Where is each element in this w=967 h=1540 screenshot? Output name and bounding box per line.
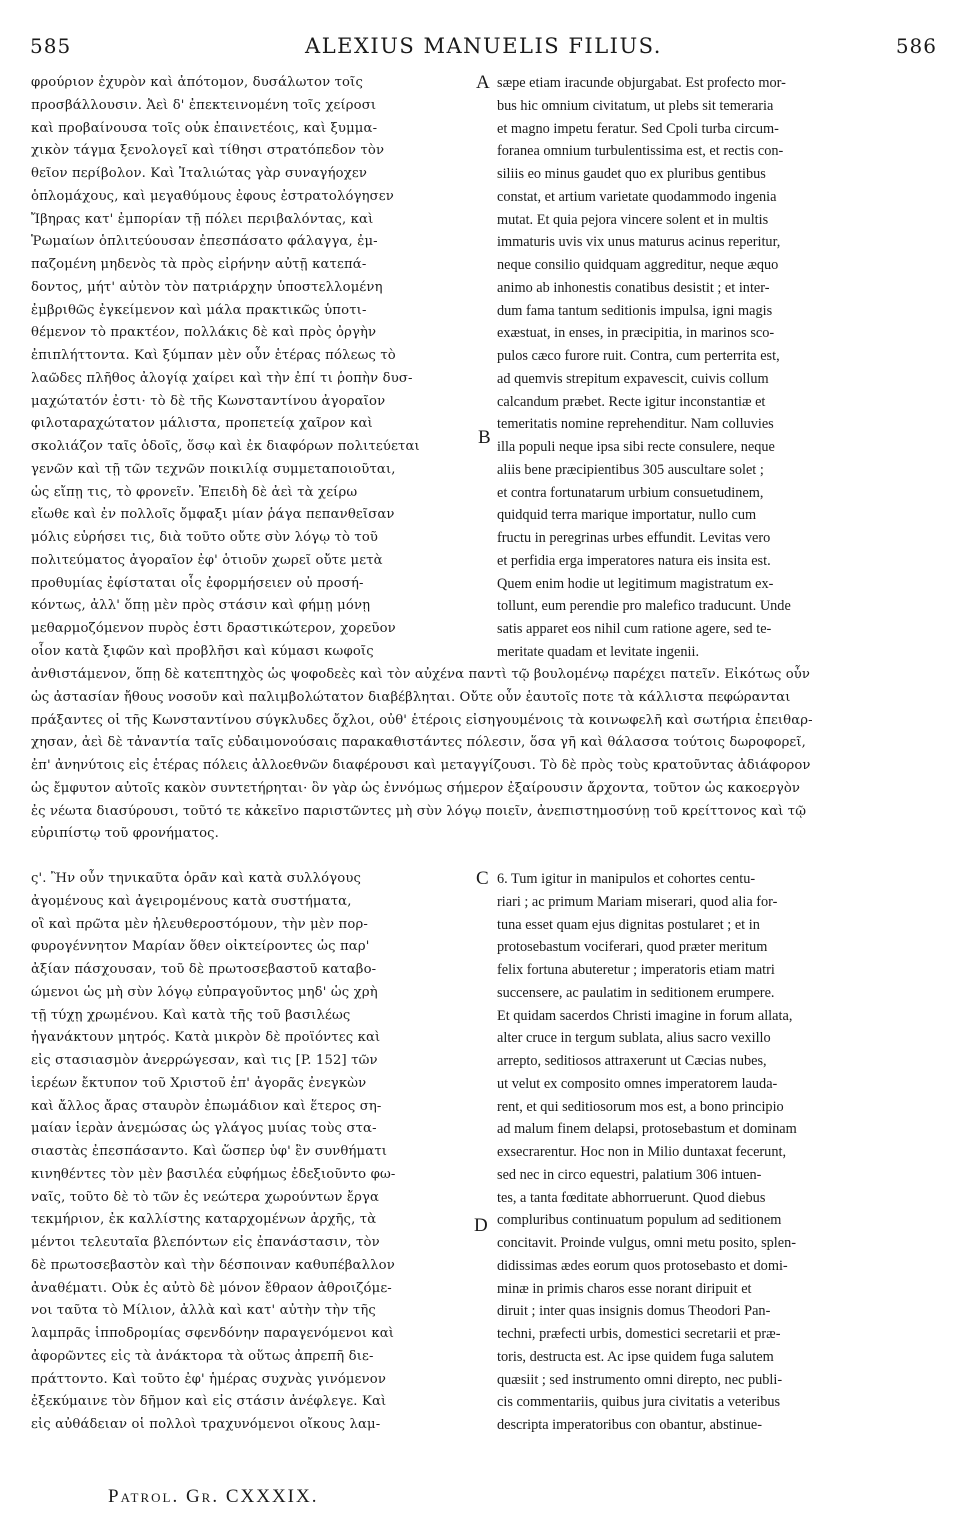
greek-text-line: μόλις εὑρήσει τις, διὰ τοῦτο οὔτε σὺν λόγῳ τὸ τοῦ: [31, 530, 379, 545]
greek-text-line: ἀφορῶντες εἰς τὰ ἀνάκτορα τὰ οὕτως ἀπρεπῆ διε-: [31, 1348, 374, 1364]
greek-text-line: δὲ πρωτοσεβαστὸν καὶ τὴν δέσποιναν καθυπέβαλλον: [31, 1257, 395, 1273]
latin-text-line: immaturis uvis vix unus maturus acinus reperitur,: [497, 234, 781, 251]
greek-text-line: ς'. Ἢν οὖν τηνικαῦτα ὁρᾶν καὶ κατὰ συλλόγους: [31, 871, 362, 886]
footer-signature: Patrol. Gr. CXXXIX.: [108, 1486, 319, 1507]
greek-text-line: ἠγανάκτουν μητρός. Κατὰ μικρὸν δὲ προϊόντες καὶ: [31, 1030, 381, 1046]
greek-text-line: φρούριον ἐχυρὸν καὶ ἀπότομον, δυσάλωτον τοῖς: [31, 75, 363, 90]
greek-text-line: ἀξίαν πάσχουσαν, τοῦ δὲ πρωτοσεβαστοῦ καταβο-: [31, 962, 377, 977]
greek-column-bottom: [31, 868, 471, 1437]
latin-text-line: minæ in primis charos esse norant diripuit et: [497, 1280, 752, 1297]
greek-text-line: φυρογέννητον Μαρίαν ὅθεν οἰκτείροντες ὡς παρ': [31, 939, 370, 955]
latin-text-line: foranea omnium turbulentissima est, et rectis con-: [497, 143, 784, 160]
latin-text-line: quidquid terra marique importatur, nullo cum: [497, 507, 757, 524]
latin-text-line: siliis eo minus gaudet quo ex pluribus gentibus: [497, 166, 766, 182]
greek-text-line: γενῶν καὶ τῇ τῶν τεχνῶν ποικιλίᾳ συμμεταποιοῦται,: [31, 461, 396, 477]
greek-text-line: πράξαντες οἱ τῆς Κωνσταντίνου σύγκλυδες ὄχλοι, οὐθ' ἑτέροις εἰσηγουμένοις τὰ κοινωφελῆ καὶ σωτήρια ἐπειθαρ-: [31, 712, 813, 728]
latin-text-line: et contra fortunatarum urbium consuetudinem,: [497, 484, 764, 501]
greek-text-line: ὡς ἀστασίαν ἤθους νοσοῦν καὶ παλιμβολώτατον διαβέβληται. Οὔτε οὖν ἑαυτοῖς ποτε τὰ κάλλιστα πεφώρανται: [31, 689, 791, 705]
latin-text-line: arrepto, seditiosos attraxerunt ut Cæcias nubes,: [497, 1053, 767, 1069]
greek-text-line: ὁπλομάχους, καὶ μεγαθύμους ἐφους ἐστρατολόγησεν: [31, 188, 394, 204]
greek-text-line: θεῖον περίβολον. Καὶ Ἰταλιώτας γὰρ συναγήοχεν: [31, 166, 368, 181]
page-number-right: 586: [895, 34, 937, 58]
latin-text-line: temeritatis nomine reprehenditur. Nam colluvies: [497, 416, 774, 433]
latin-text-line: tollunt, eum perendie pro malefico traducunt. Unde: [497, 598, 791, 615]
page-number-left: 585: [30, 34, 72, 58]
latin-text-line: diruit ; inter quas insignis domus Theodori Pan-: [497, 1303, 771, 1320]
latin-text-line: 6. Tum igitur in manipulos et cohortes centu-: [497, 871, 756, 887]
latin-text-line: ad malum finem delapsi, protosebastum et dominam: [497, 1121, 797, 1138]
section-marker-a: A: [476, 72, 490, 93]
greek-text-line: φιλοταραχώτατον μάλιστα, προπετείᾳ χαῖρον καὶ: [31, 416, 373, 432]
greek-text-line: χικὸν τάγμα ξενολογεῖ καὶ τίθησι στρατόπεδον τὸν: [31, 143, 385, 159]
latin-text-line: techni, præfecti urbis, domestici secretarii et præ-: [497, 1326, 781, 1342]
greek-text-line: καὶ ἄλλος ἄρας σταυρὸν ἐπωμάδιον καὶ ἕτερος ση-: [31, 1098, 382, 1114]
greek-text-line: ἐπιπλήττοντα. Καὶ ξύμπαν μὲν οὖν ἑτέρας πόλεως τὸ: [31, 348, 396, 363]
greek-text-line: εἰς αὐθάδειαν οἱ πολλοὶ τραχυνόμενοι οἴκους λαμ-: [31, 1417, 381, 1432]
greek-text-line: σκολιάζον ταῖς ὁδοῖς, ὅσῳ καὶ ἐκ διαφόρων πολιτεύεται: [31, 439, 420, 454]
latin-text-line: et magno impetu feratur. Sed Cpoli turba circum-: [497, 120, 779, 137]
greek-text-line: τεκμήριον, ἐκ καλλίστης καταρχομένων ἀρχῆς, τὰ: [31, 1212, 377, 1228]
latin-text-line: succensere, ac paulatim in seditionem erumpere.: [497, 984, 775, 1001]
latin-text-line: illa populi neque ipsa sibi recte consulere, neque: [497, 439, 775, 455]
latin-text-line: concitavit. Proinde vulgus, omni metu posito, splen-: [497, 1235, 797, 1251]
latin-text-line: toris, destructa est. Ac ipse quidem fuga salutem: [497, 1348, 774, 1365]
greek-full-width-block: [31, 664, 937, 846]
latin-text-line: pulos cæco furore ruit. Contra, cum perterrita est,: [497, 348, 780, 364]
greek-text-line: νοι ταῦτα τὸ Μίλιον, ἀλλὰ καὶ κατ' αὐτὴν τὴν τῆς: [31, 1303, 376, 1319]
latin-text-line: sed nec in circo equestri, palatium 306 intuen-: [497, 1166, 762, 1183]
running-header: [30, 34, 937, 64]
latin-text-line: didissimas ædes eorum quos protosebasto et domi-: [497, 1257, 788, 1274]
greek-text-line: σιαστὰς ἐπεσπάσαντο. Καὶ ὥσπερ ὑφ' ἓν συνθήματι: [31, 1144, 388, 1159]
greek-text-line: προσβάλλουσιν. Ἀεὶ δ' ἐπεκτεινομένη τοῖς χείροσι: [31, 97, 377, 113]
greek-text-line: πράττοντο. Καὶ τοῦτο ἐφ' ἡμέρας συχνὰς γινόμενον: [31, 1371, 387, 1387]
greek-text-line: κόντως, ἀλλ' ὅπῃ μὲν πρὸς στάσιν καὶ φήμῃ μόνῃ: [31, 598, 371, 614]
latin-text-line: felix fortuna abuteretur ; imperatoris etiam matri: [497, 962, 775, 978]
greek-text-line: ὡς εἴπῃ τις, τὸ φρονεῖν. Ἐπειδὴ δὲ ἀεὶ τὰ χείρω: [31, 484, 358, 500]
latin-text-line: dum fama tantum seditionis impulsa, igni magis: [497, 302, 773, 319]
greek-text-line: οἳ καὶ πρῶτα μὲν ἠλευθεροστόμουν, τὴν μὲν πορ-: [31, 916, 368, 932]
latin-text-line: compluribus continuatum populum ad seditionem: [497, 1212, 782, 1229]
greek-text-line: πολιτεύματος ἀγοραῖον ἐφ' ὁτιοῦν χωρεῖ οὔτε μετὰ: [31, 552, 383, 568]
latin-text-line: Quem enim hodie ut legitimum magistratum ex-: [497, 575, 774, 592]
greek-text-line: εὐριπίστῳ τοῦ φρονήματος.: [31, 826, 219, 842]
greek-text-line: ώμενοι ὡς μὴ σὺν λόγῳ εὐπραγοῦντος μηδ' ὡς χρὴ: [31, 984, 378, 1000]
greek-text-line: μεθαρμοζόμενον πυρὸς ἐστι δραστικώτερον, χορεῦον: [31, 621, 396, 636]
greek-text-line: ἀναθέματι. Οὐκ ἐς αὐτὸ δὲ μόνον ἔθραον ἀθροιζόμε-: [31, 1280, 392, 1296]
running-title: ALEXIUS MANUELIS FILIUS.: [305, 34, 662, 58]
greek-text-line: μαίαν ἱερὰν ἀνεμώσας ὡς γλάγος μυίας τοὺς στα-: [31, 1121, 377, 1137]
latin-text-line: ut velut ex composito omnes imperatorem lauda-: [497, 1075, 778, 1092]
greek-text-line: ἐπ' ἀνηνύτοις εἰς ἑτέρας πόλεις ἀλλοεθνῶν διαφέρουσι καὶ μεταγγίζουσι. Τὸ δὲ πρὸς τοὺς κρατοῦντας ἀδιάφορον: [31, 758, 811, 773]
greek-text-line: εἴωθε καὶ ἐν πολλοῖς ὄμφαξι μίαν ῥάγα πεπανθεῖσαν: [31, 507, 395, 523]
latin-text-line: constat, et artium varietate quodammodo ingenia: [497, 188, 777, 205]
latin-text-line: ad quemvis strepitum expavescit, cuivis collum: [497, 370, 769, 387]
greek-text-line: ἀνθιστάμενον, ὅπῃ δὲ κατεπτηχὸς ὡς ψοφοδεὲς καὶ τὸν αὐχένα παντὶ τῷ βουλομένῳ παρέχει πατεῖν. Εἰκότως οὖν: [31, 667, 810, 682]
greek-text-line: προθυμίας ἐφίσταται οἷς ἐφορμήσειεν οὐ προσή-: [31, 575, 364, 591]
latin-text-line: exæstuat, in enses, in præcipitia, in marinos sco-: [497, 325, 775, 342]
greek-text-line: Ῥωμαίων ὁπλιτεύουσαν ἐπεσπάσατο φάλαγγα, ἐμ-: [31, 234, 378, 250]
latin-text-line: riari ; ac primum Mariam miserari, quod alia for-: [497, 893, 778, 910]
greek-text-line: εἰς στασιασμὸν ἀνερρώγεσαν, καὶ τις [P. 152] τῶν: [31, 1053, 378, 1068]
latin-text-line: et perfidia erga imperatores natura eis insita est.: [497, 552, 771, 569]
section-marker-b: B: [478, 427, 491, 448]
latin-text-line: Et quidam sacerdos Christi imagine in forum allata,: [497, 1007, 793, 1024]
greek-text-line: ἐμβριθῶς ἐγκείμενον καὶ μάλα πρακτικῶς ὑποτι-: [31, 302, 367, 318]
greek-text-line: μαχώτατόν ἐστι· τὸ δὲ τῆς Κωνσταντίνου ἀγοραῖον: [31, 393, 386, 409]
greek-text-line: ὡς ἔμφυτον αὐτοῖς κακὸν συντετήρηται· ὃν γὰρ ὡς ἐννόμως σήμερον ἐξαίρουσιν ἄρχοντα, τοῦτον ὡς κακοεργὸν: [31, 780, 801, 796]
greek-text-line: Ἴβηρας κατ' ἐμπορίαν τῇ πόλει περιβαλόντας, καὶ: [31, 211, 374, 227]
greek-text-line: μέντοι τελευταῖα βλεπόντων εἰς ἐπανάστασιν, τὸν: [31, 1235, 380, 1250]
greek-text-line: τῇ τύχῃ χρωμένου. Καὶ κατὰ τῆς τοῦ βασιλέως: [31, 1007, 351, 1023]
greek-text-line: καὶ προβαίνουσα τοῖς οὐκ ἐπαινετέοις, καὶ ξυμμα-: [31, 120, 378, 136]
greek-text-line: οἷον κατὰ ξιφῶν καὶ προβλῆσι καὶ κύμασι κωφοῖς: [31, 643, 374, 659]
greek-text-line: ἱερέων ἔκτυπον τοῦ Χριστοῦ ἐπ' ἀγορᾶς ἐνεγκὼν: [31, 1075, 367, 1091]
greek-text-line: χησαν, ἀεὶ δὲ τἀναντία ταῖς εὐδαιμονούσαις παρακαθιστάντες πόλεσιν, ὅσα γῆ καὶ θάλασσα τούτοις δωροφορεῖ,: [31, 735, 806, 751]
latin-column-top: [497, 72, 937, 664]
greek-text-line: ἐξεκύμαινε τὸν δῆμον καὶ εἰς στάσιν ἀνέφλεγε. Καὶ: [31, 1394, 387, 1410]
latin-text-line: calcandum præbet. Recte igitur inconstantiæ et: [497, 393, 766, 410]
section-marker-d: D: [474, 1215, 488, 1236]
latin-column-bottom: [497, 868, 937, 1437]
latin-text-line: aliis bene præcipientibus 305 auscultare solet ;: [497, 461, 764, 478]
greek-text-line: κινηθέντες τὸν μὲν βασιλέα εὐφήμως ἐδεξιοῦντο φω-: [31, 1166, 396, 1182]
latin-text-line: meritate quadam et levitate ingenii.: [497, 643, 700, 660]
latin-text-line: mutat. Et quia pejora vincere solent et in multis: [497, 211, 769, 228]
latin-text-line: exsecrarentur. Hoc non in Milio duntaxat fecerunt,: [497, 1144, 787, 1160]
greek-text-line: λαμπρᾶς ἱπποδρομίας σφενδόνην παραγενόμενοι καὶ: [31, 1326, 395, 1341]
greek-text-line: ἐς νέωτα διασύρουσι, τοῦτό τε κἀκεῖνο παριστῶντες μὴ σὺν λόγῳ ποιεῖν, ἀνεπιστημοσύνῃ τοῦ κρείττονος καὶ τῷ: [31, 803, 807, 819]
greek-column-top: [31, 72, 471, 664]
latin-text-line: protosebastum vociferari, quod præter meritum: [497, 939, 768, 956]
greek-text-line: ναῖς, τοῦτο δὲ τὸ τῶν ἐς νεώτερα χωρούντων ἔργα: [31, 1189, 380, 1205]
greek-text-line: δοντος, μήτ' αὐτὸν τὸν πατριάρχην ὑποστελλομένη: [31, 279, 383, 295]
latin-text-line: sæpe etiam iracunde objurgabat. Est profecto mor-: [497, 75, 786, 91]
latin-text-line: tes, a tanta fœditate abhorruerunt. Quod diebus: [497, 1189, 766, 1206]
latin-text-line: satis apparet eos nihil cum ratione agere, sed te-: [497, 621, 772, 637]
latin-text-line: alter cruce in tergum sublata, alius sacro vexillo: [497, 1030, 771, 1047]
greek-text-line: παζομένη μηδενὸς τὰ πρὸς εἰρήνην αὐτῇ κατεπά-: [31, 257, 367, 272]
latin-text-line: neque consilio quidquam aggreditur, neque æquo: [497, 257, 779, 273]
latin-text-line: bus hic omnium civitatum, ut plebs sit temeraria: [497, 97, 774, 114]
latin-text-line: descripta imperatoribus con obantur, abstinue-: [497, 1417, 763, 1433]
latin-text-line: cis commentariis, quibus jura civitatis a veteribus: [497, 1394, 781, 1411]
greek-text-line: θέμενον τὸ πρακτέον, πολλάκις δὲ καὶ πρὸς ὀργὴν: [31, 325, 377, 341]
latin-text-line: rent, et qui seditiosorum mos est, a bono principio: [497, 1098, 784, 1115]
greek-text-line: λαῶδες πλῆθος ἀλογίᾳ χαίρει καὶ τὴν ἐπί τι ῥοπὴν δυσ-: [31, 370, 413, 386]
greek-text-line: ἀγομένους καὶ ἀγειρομένους κατὰ συστήματα,: [31, 893, 352, 909]
latin-text-line: animo ab inhonestis conatibus desistit ; et inter-: [497, 279, 770, 296]
latin-text-line: fructu in peregrinas urbes effundit. Levitas vero: [497, 530, 771, 546]
latin-text-line: tuna esset quam ejus dignitas postularet ; et in: [497, 916, 760, 933]
section-marker-c: C: [476, 868, 489, 889]
latin-text-line: quæsiit ; sed instrumento omni direpto, nec publi-: [497, 1371, 783, 1388]
